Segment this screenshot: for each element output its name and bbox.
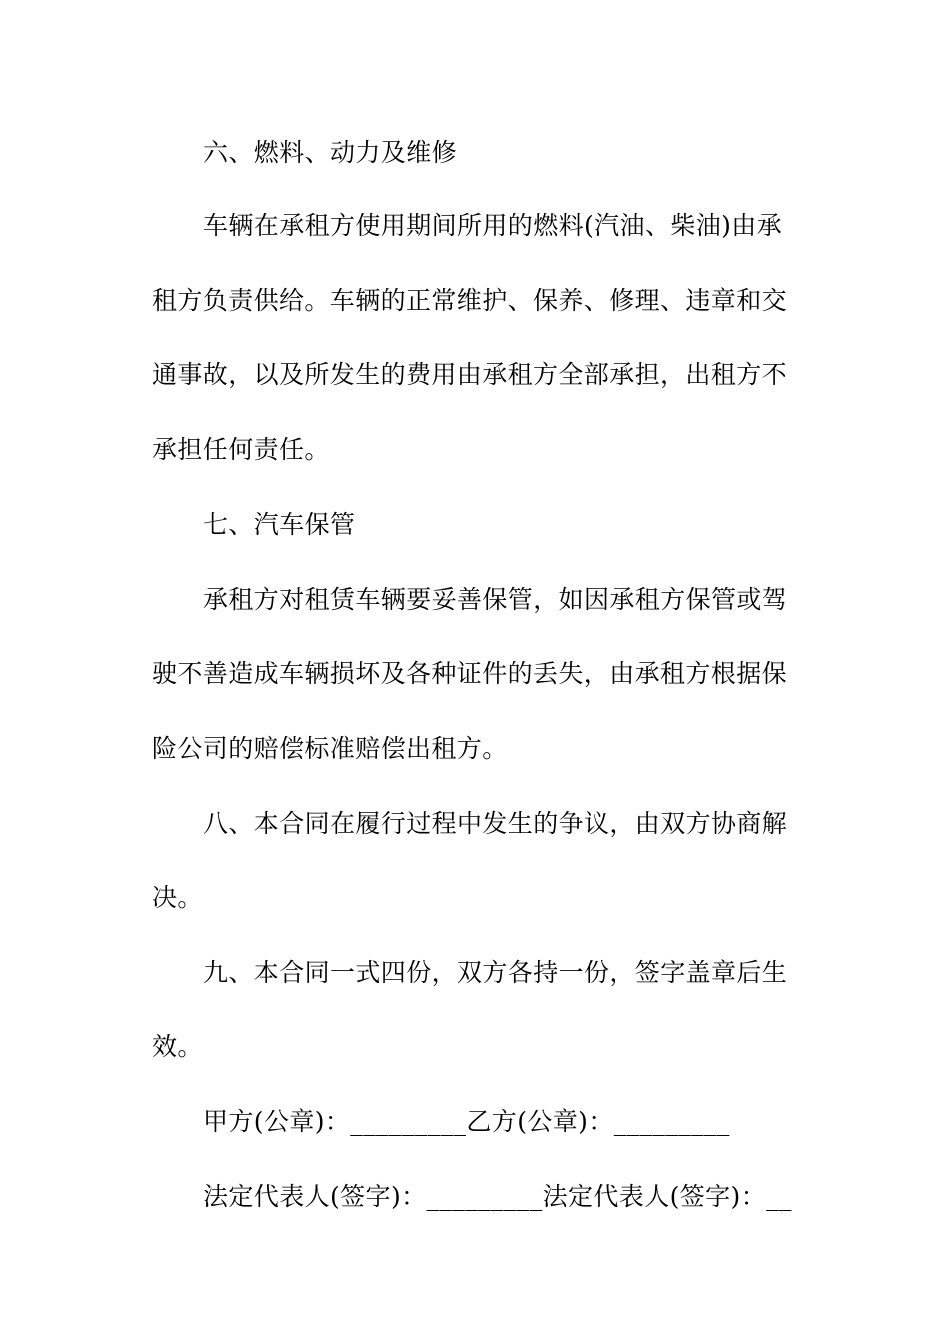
section-9-paragraph-line: 九、本合同一式四份，双方各持一份，签字盖章后生 bbox=[203, 958, 788, 987]
section-6-paragraph-line: 车辆在承租方使用期间所用的燃料(汽油、柴油)由承 bbox=[203, 211, 783, 240]
section-6-heading: 六、燃料、动力及维修 bbox=[203, 138, 458, 167]
signature-representative-line: 法定代表人(签字)：_________法定代表人(签字)：__ bbox=[203, 1182, 792, 1211]
section-7-paragraph-line: 险公司的赔偿标准赔偿出租方。 bbox=[152, 734, 508, 763]
section-6-paragraph-line: 通事故，以及所发生的费用由承租方全部承担，出租方不 bbox=[152, 360, 788, 389]
section-8-paragraph-line: 八、本合同在履行过程中发生的争议，由双方协商解 bbox=[203, 809, 788, 838]
section-7-heading: 七、汽车保管 bbox=[203, 510, 356, 539]
section-9-paragraph-line: 效。 bbox=[152, 1032, 203, 1061]
section-7-paragraph-line: 驶不善造成车辆损坏及各种证件的丢失，由承租方根据保 bbox=[152, 659, 788, 688]
section-6-paragraph-line: 承担任何责任。 bbox=[152, 435, 330, 464]
section-6-paragraph-line: 租方负责供给。车辆的正常维护、保养、修理、违章和交 bbox=[152, 286, 788, 315]
section-7-paragraph-line: 承租方对租赁车辆要妥善保管，如因承租方保管或驾 bbox=[203, 585, 788, 614]
signature-seal-line: 甲方(公章)：_________乙方(公章)：_________ bbox=[203, 1107, 730, 1136]
section-8-paragraph-line: 决。 bbox=[152, 883, 203, 912]
